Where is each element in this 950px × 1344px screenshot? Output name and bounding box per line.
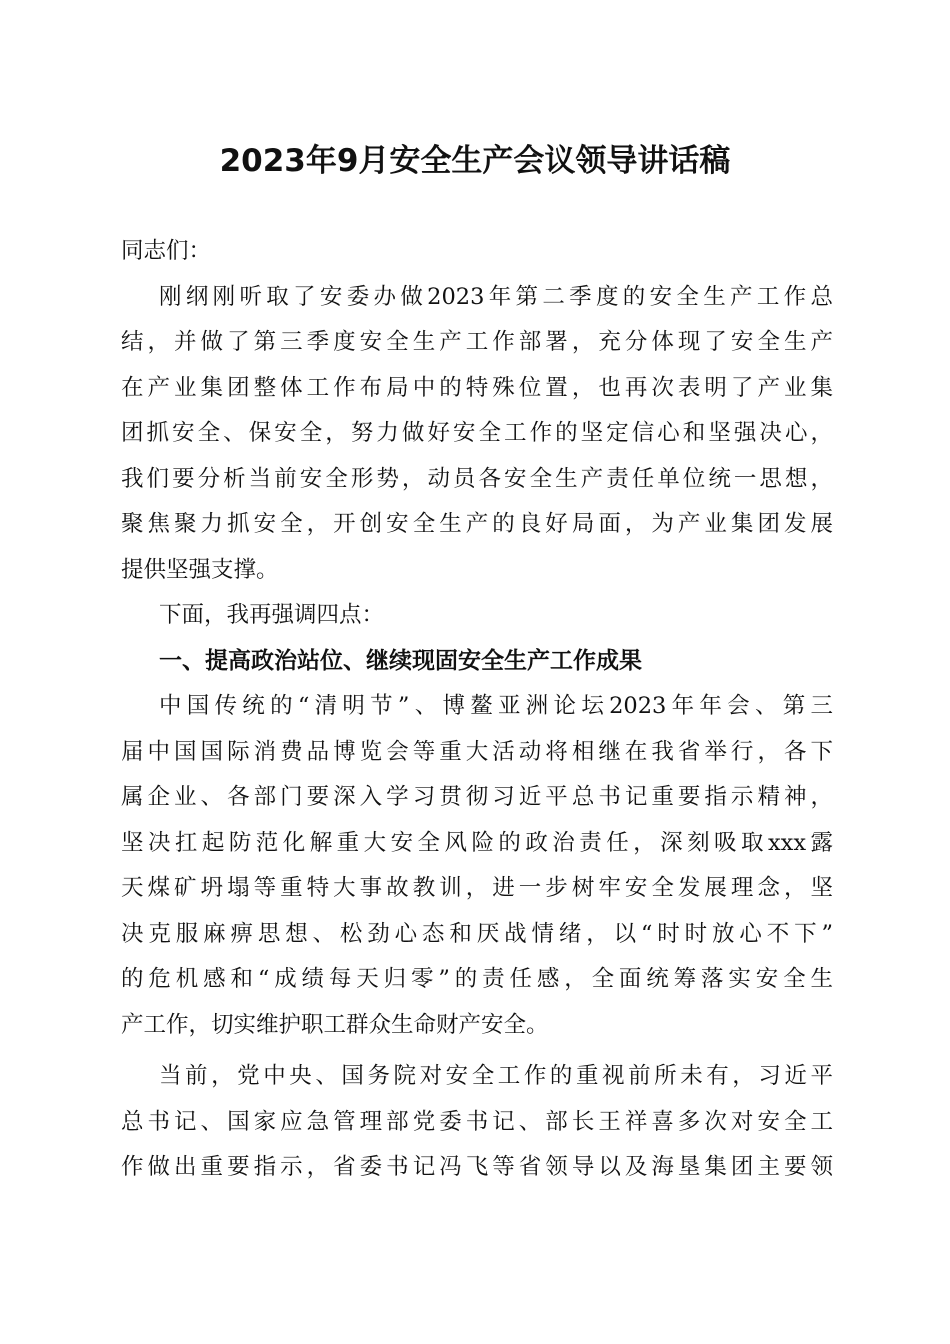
paragraph-line: 我们要分析当前安全形势，动员各安全生产责任单位统一思想， (121, 465, 833, 492)
paragraph-3 (121, 1054, 833, 1191)
paragraph-line: 产工作，切实维护职工群众生命财产安全。 (121, 1011, 549, 1038)
paragraph-line: 在产业集团整体工作布局中的特殊位置，也再次表明了产业集 (121, 374, 833, 401)
paragraph-line: 刚纲刚听取了安委办做2023年第二季度的安全生产工作总 (159, 283, 833, 310)
document-title: 2023年9月安全生产会议领导讲话稿 (219, 143, 731, 179)
paragraph-line: 结，并做了第三季度安全生产工作部署，充分体现了安全生产 (121, 329, 833, 355)
section-heading-1: 一、提高政治站位、继续现固安全生产工作成果 (159, 647, 642, 674)
salutation: 同志们： (121, 238, 212, 264)
paragraph-line: 提供坚强支撑。 (121, 556, 279, 583)
paragraph-line: 总书记、国家应急管理部党委书记、部长王祥喜多次对安全工 (121, 1108, 833, 1135)
paragraph-1 (121, 275, 833, 594)
paragraph-line: 中国传统的“清明节”、博鳌亚洲论坛2023年年会、第三 (159, 693, 833, 719)
paragraph-line: 坚决扛起防范化解重大安全风险的政治责任，深刻吸取xxx露 (121, 829, 833, 856)
paragraph-2 (121, 684, 833, 1048)
paragraph-line: 团抓安全、保安全，努力做好安全工作的坚定信心和坚强决心， (121, 420, 833, 446)
paragraph-line: 当前，党中央、国务院对安全工作的重视前所未有，习近平 (159, 1063, 833, 1089)
paragraph-line: 聚焦聚力抓安全，开创安全生产的良好局面，为产业集团发展 (121, 511, 833, 537)
document-body (121, 229, 833, 1191)
paragraph-line: 天煤矿坍塌等重特大事故教训，进一步树牢安全发展理念，坚 (121, 875, 833, 901)
intro-line: 下面，我再强调四点： (159, 602, 385, 628)
paragraph-line: 决克服麻痹思想、松劲心态和厌战情绪，以“时时放心不下” (121, 920, 833, 947)
paragraph-line: 届中国国际消费品博览会等重大活动将相继在我省举行，各下 (121, 738, 833, 765)
paragraph-line: 属企业、各部门要深入学习贯彻习近平总书记重要指示精神， (121, 784, 833, 810)
paragraph-line: 作做出重要指示，省委书记冯飞等省领导以及海垦集团主要领 (121, 1154, 833, 1180)
paragraph-line: 的危机感和“成绩每天归零”的责任感，全面统筹落实安全生 (121, 966, 833, 992)
